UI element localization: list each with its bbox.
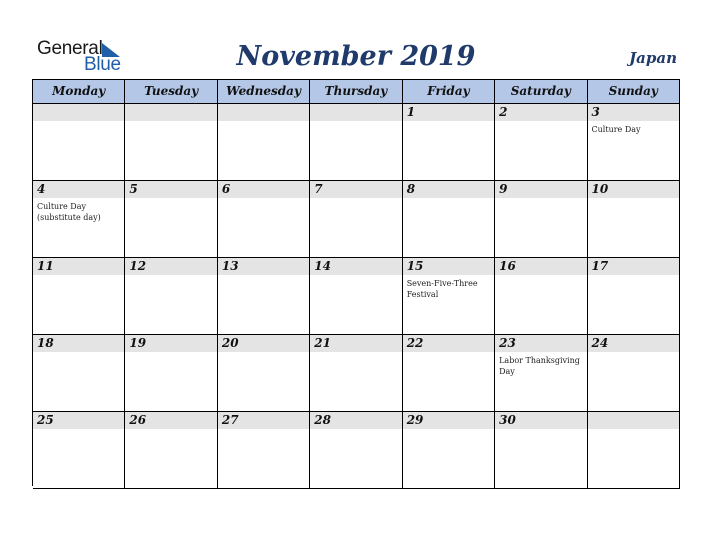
logo-word-general: General: [37, 38, 103, 59]
day-number: 26: [125, 412, 216, 429]
day-cell: [218, 335, 310, 412]
day-number: 30: [495, 412, 586, 429]
day-cell: [588, 104, 680, 181]
weekday-header: Wednesday: [218, 80, 310, 104]
holiday-note: [33, 352, 124, 355]
holiday-note: Culture Day: [591, 125, 641, 134]
day-cell: [33, 335, 125, 412]
holiday-note: [588, 429, 679, 432]
holiday-note: [310, 121, 401, 124]
holiday-note: [33, 275, 124, 278]
day-cell: [403, 335, 495, 412]
holiday-note: [33, 429, 124, 432]
day-cell: [495, 181, 587, 258]
weekday-header-row: [33, 80, 680, 104]
day-cell: [218, 258, 310, 335]
holiday-note: [310, 429, 401, 432]
week-row: [33, 258, 680, 335]
day-number: 14: [310, 258, 401, 275]
holiday-note: [218, 198, 309, 201]
day-cell: [125, 258, 217, 335]
day-cell: [218, 412, 310, 489]
day-number: 2: [495, 104, 586, 121]
holiday-note: Culture Day (substitute day): [37, 202, 101, 222]
holiday-note: [495, 198, 586, 201]
holiday-note: [125, 352, 216, 355]
day-number: 4: [33, 181, 124, 198]
holiday-note: [218, 429, 309, 432]
day-number: 11: [33, 258, 124, 275]
country-label: Japan: [629, 49, 677, 67]
day-cell: [125, 104, 217, 181]
day-cell: [310, 181, 402, 258]
day-cell: [310, 104, 402, 181]
day-cell: [495, 104, 587, 181]
logo-word-blue: Blue: [84, 54, 121, 75]
day-number: 17: [588, 258, 679, 275]
day-cell: [218, 181, 310, 258]
day-cell: [218, 104, 310, 181]
holiday-note: [218, 352, 309, 355]
day-cell: [403, 104, 495, 181]
day-number: 16: [495, 258, 586, 275]
weekday-header: Thursday: [310, 80, 402, 104]
calendar-grid: [32, 79, 680, 486]
day-number: 9: [495, 181, 586, 198]
holiday-note: [403, 121, 494, 124]
holiday-note: [125, 275, 216, 278]
day-cell: [33, 181, 125, 258]
day-cell: [310, 258, 402, 335]
day-number: 6: [218, 181, 309, 198]
day-number: 1: [403, 104, 494, 121]
holiday-note: [588, 198, 679, 201]
day-number: 21: [310, 335, 401, 352]
holiday-note: [495, 429, 586, 432]
day-number: 7: [310, 181, 401, 198]
weekday-header: Monday: [33, 80, 125, 104]
day-number: [310, 104, 401, 121]
day-cell: [403, 258, 495, 335]
day-number: 12: [125, 258, 216, 275]
holiday-note: [310, 352, 401, 355]
day-number: [588, 412, 679, 429]
day-number: [125, 104, 216, 121]
holiday-note: [125, 198, 216, 201]
day-number: 25: [33, 412, 124, 429]
weekday-header: Tuesday: [125, 80, 217, 104]
day-number: 28: [310, 412, 401, 429]
day-cell: [495, 258, 587, 335]
day-number: 13: [218, 258, 309, 275]
day-number: 24: [588, 335, 679, 352]
day-cell: [588, 412, 680, 489]
day-number: 5: [125, 181, 216, 198]
day-number: 22: [403, 335, 494, 352]
holiday-note: [310, 275, 401, 278]
day-cell: [403, 181, 495, 258]
day-number: 29: [403, 412, 494, 429]
day-cell: [125, 412, 217, 489]
day-cell: [125, 181, 217, 258]
day-number: [218, 104, 309, 121]
day-cell: [33, 412, 125, 489]
holiday-note: [588, 352, 679, 355]
day-cell: [588, 335, 680, 412]
week-row: [33, 104, 680, 181]
holiday-note: [310, 198, 401, 201]
day-number: 8: [403, 181, 494, 198]
weekday-header: Friday: [403, 80, 495, 104]
day-number: 10: [588, 181, 679, 198]
weeks-container: [33, 104, 680, 489]
holiday-note: [33, 121, 124, 124]
day-cell: [33, 258, 125, 335]
holiday-note: [403, 198, 494, 201]
day-number: 23: [495, 335, 586, 352]
holiday-note: [588, 275, 679, 278]
holiday-note: [218, 275, 309, 278]
day-cell: [495, 335, 587, 412]
day-cell: [495, 412, 587, 489]
day-cell: [588, 181, 680, 258]
holiday-note: [495, 121, 586, 124]
day-cell: [403, 412, 495, 489]
day-cell: [125, 335, 217, 412]
day-number: 19: [125, 335, 216, 352]
holiday-note: Labor Thanksgiving Day: [499, 356, 580, 376]
day-number: 27: [218, 412, 309, 429]
day-number: 3: [588, 104, 679, 121]
day-cell: [588, 258, 680, 335]
holiday-note: [495, 275, 586, 278]
holiday-note: [403, 429, 494, 432]
day-cell: [310, 412, 402, 489]
day-number: 20: [218, 335, 309, 352]
calendar-title: November 2019: [236, 41, 476, 72]
day-number: 18: [33, 335, 124, 352]
weekday-header: Saturday: [495, 80, 587, 104]
week-row: [33, 412, 680, 489]
week-row: [33, 181, 680, 258]
holiday-note: [125, 121, 216, 124]
day-cell: [33, 104, 125, 181]
week-row: [33, 335, 680, 412]
holiday-note: Seven-Five-Three Festival: [406, 279, 478, 299]
day-cell: [310, 335, 402, 412]
holiday-note: [125, 429, 216, 432]
holiday-note: [218, 121, 309, 124]
day-number: 15: [403, 258, 494, 275]
holiday-note: [403, 352, 494, 355]
weekday-header: Sunday: [588, 80, 680, 104]
day-number: [33, 104, 124, 121]
